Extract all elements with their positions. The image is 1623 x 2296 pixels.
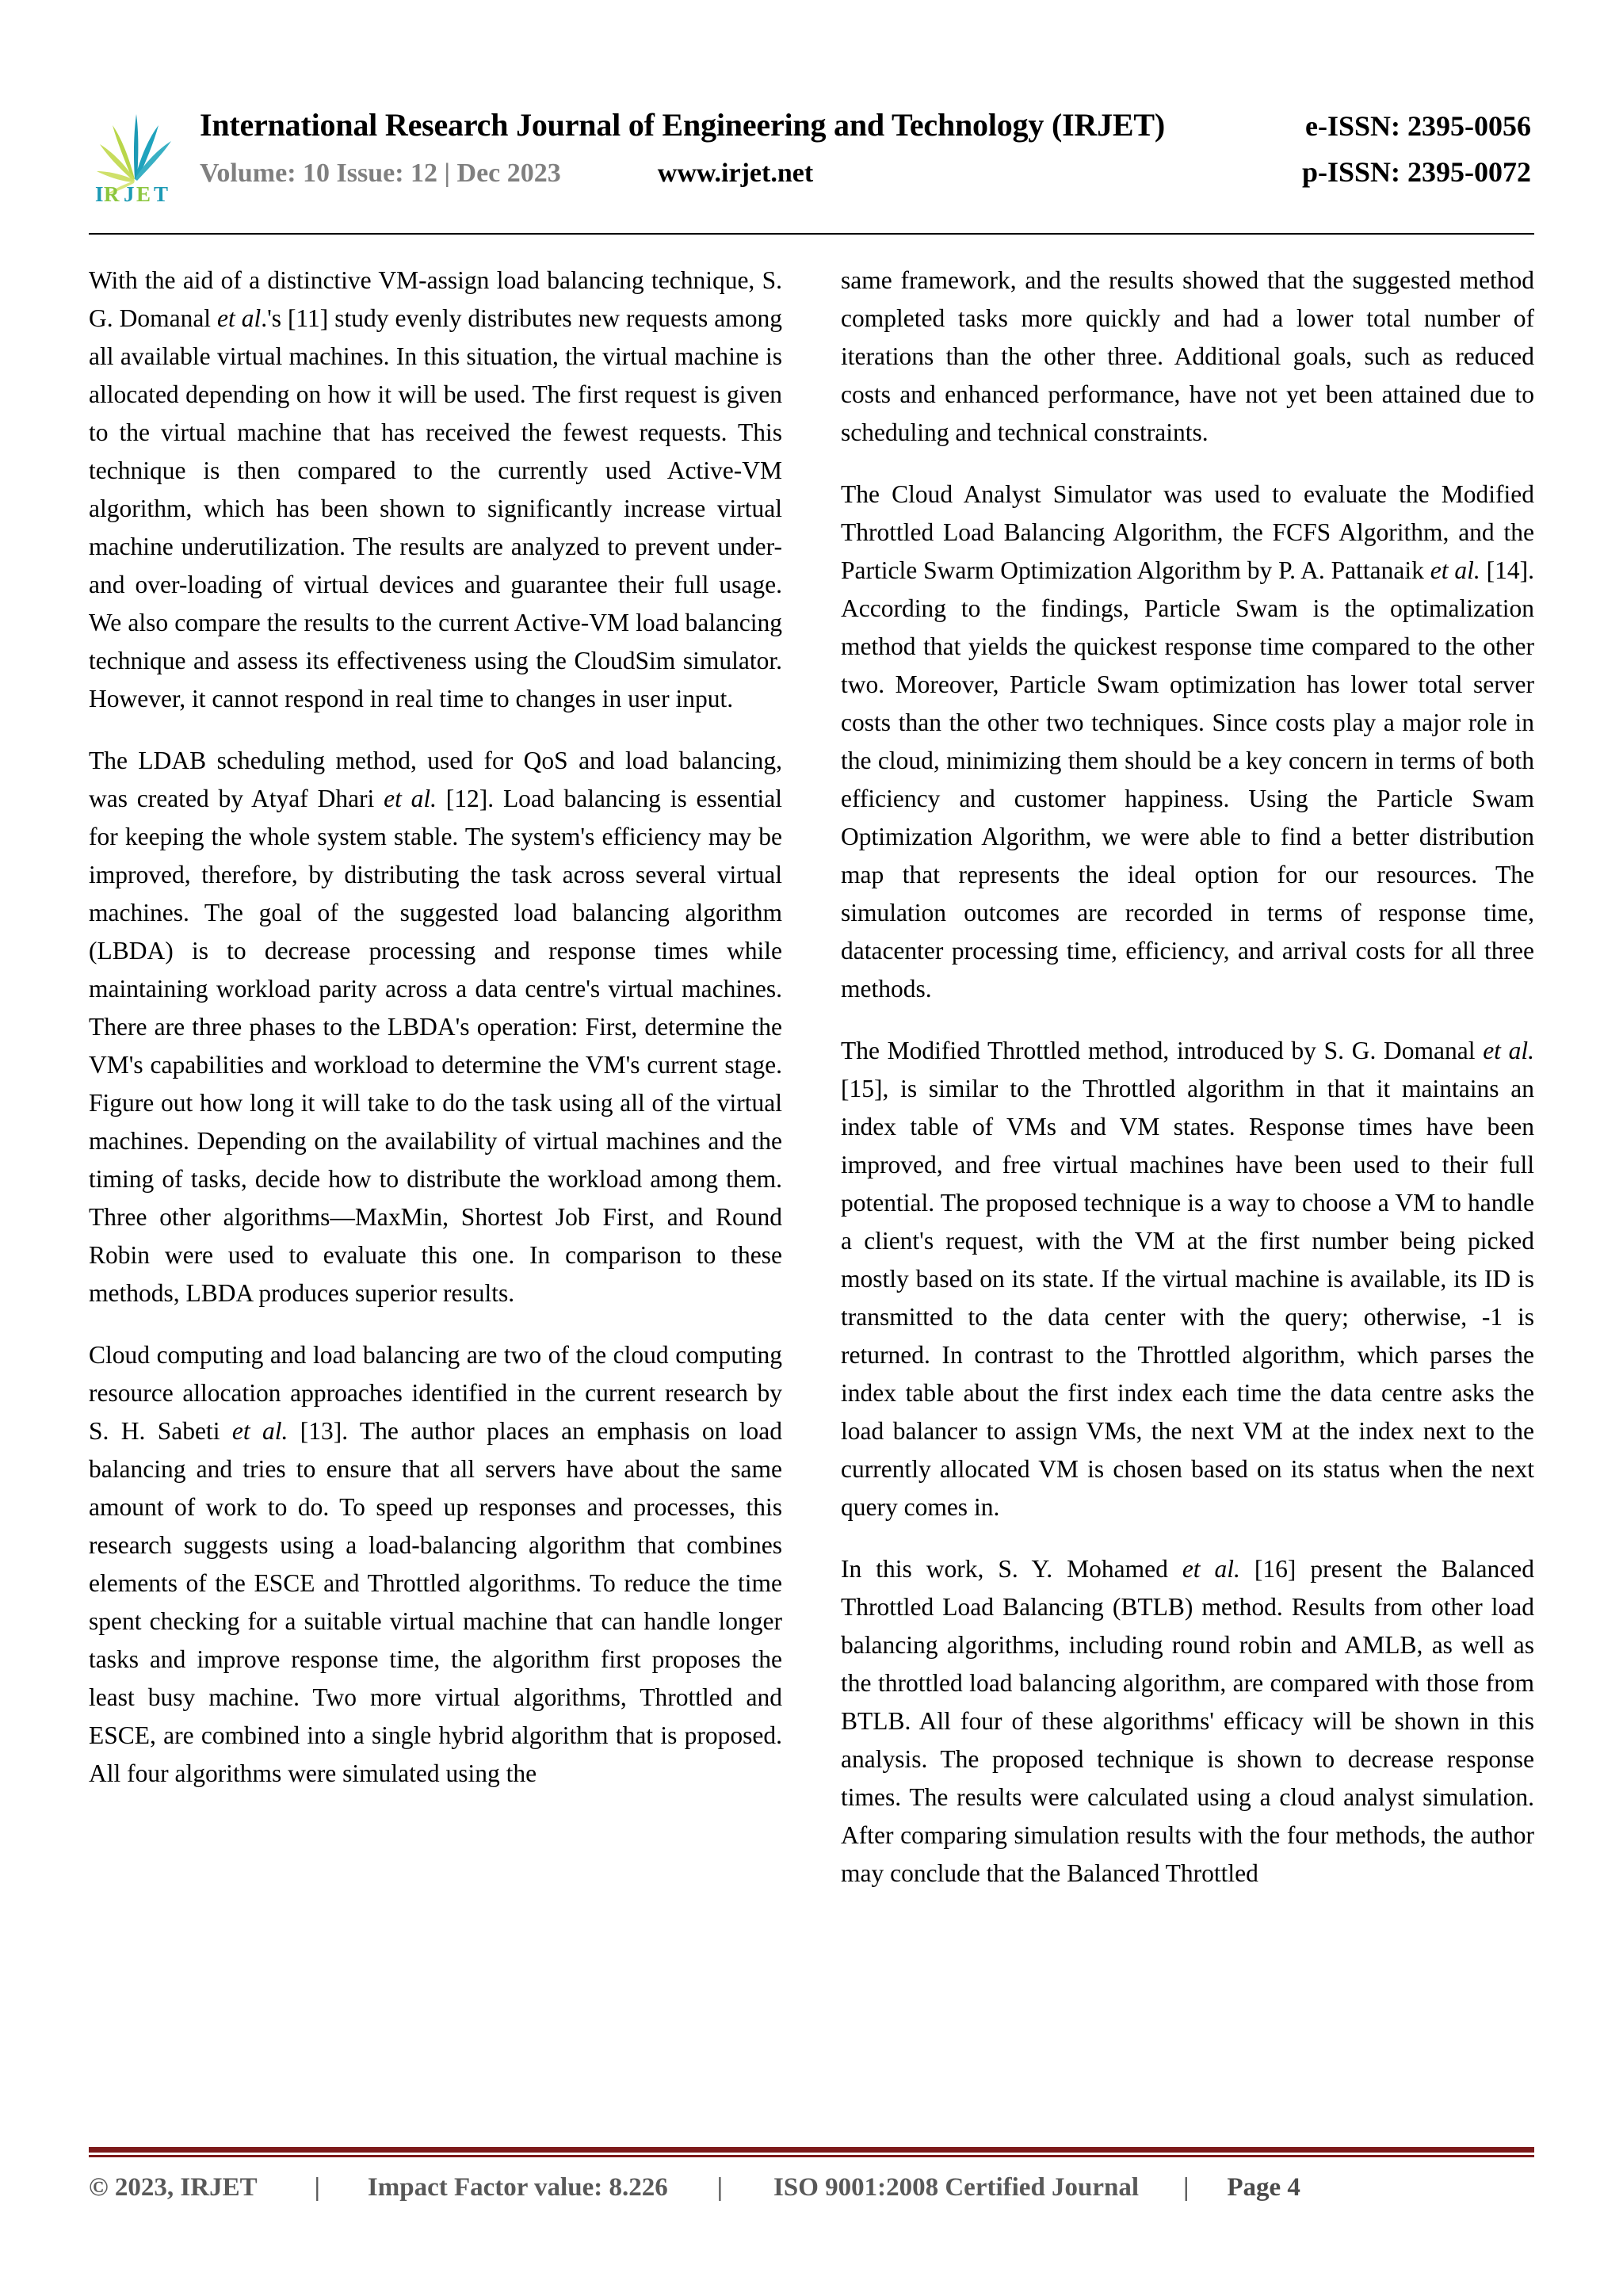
para-ldab	[89, 742, 782, 1312]
para-framework-cont	[841, 262, 1534, 452]
svg-text:J: J	[124, 182, 135, 204]
text-run: The LDAB scheduling method, used for QoS and load balancing, was created by Atyaf Dhari	[89, 747, 782, 812]
text-run: same framework, and the results showed that the suggested method completed tasks more quickly and had a lower total number of iterations than the other three. Additional goals, such as reduced costs and enhanced performance, have not yet been attained due to scheduling and technical constraints.	[841, 266, 1534, 446]
left-column	[89, 262, 782, 2076]
journal-title: International Research Journal of Engineering and Technology (IRJET)	[200, 107, 1166, 143]
p-issn: p-ISSN: 2395-0072	[1301, 156, 1531, 188]
copyright-text: © 2023, IRJET	[89, 2173, 258, 2202]
svg-text:I: I	[95, 182, 104, 204]
italic-run: et al	[217, 304, 262, 332]
page-number: Page 4	[1227, 2173, 1300, 2202]
para-domanal	[89, 262, 782, 718]
svg-text:E: E	[136, 182, 151, 204]
irjet-logo	[89, 103, 182, 204]
iso-certification-text: ISO 9001:2008 Certified Journal	[773, 2173, 1140, 2202]
text-run: [13]. The author places an emphasis on load balancing and tries to ensure that all servers have about the same amount of work to do. To speed up responses and processes, this research suggests using a load-balancing algorithm that combines elements of the ESCE and Throttled algorithms. To reduce the time spent checking for a suitable virtual machine that can handle longer tasks and improve response time, the algorithm first proposes the least busy machine. Two more virtual algorithms, Throttled and ESCE, are combined into a single hybrid algorithm that is proposed. All four algorithms were simulated using the	[89, 1417, 782, 1787]
journal-website[interactable]: www.irjet.net	[657, 159, 814, 188]
italic-run: et al.	[384, 785, 437, 812]
footer-content	[89, 2173, 1534, 2202]
two-column-body	[89, 262, 1534, 2076]
footer-divider-thin	[89, 2155, 1534, 2157]
para-sabeti	[89, 1336, 782, 1793]
text-run: The Modified Throttled method, introduced by S. G. Domanal	[841, 1037, 1484, 1064]
journal-masthead	[89, 0, 1534, 222]
right-column	[841, 262, 1534, 2076]
text-run: Cloud computing and load balancing are two of the cloud computing resource allocation approaches identified in the current research by S. H. Sabeti	[89, 1341, 782, 1445]
para-cloud-analyst	[841, 476, 1534, 1008]
italic-run: et al.	[1483, 1037, 1534, 1064]
masthead-text	[200, 103, 1534, 201]
para-btlb	[841, 1550, 1534, 1893]
text-run: .'s [11] study evenly distributes new requests among all available virtual machines. In this situation, the virtual machine is allocated depending on how it will be used. The first request is given to the virtual machine that has received the fewest requests. This technique is then compared to the currently used Active-VM algorithm, which has been shown to significantly increase virtual machine underutilization. The results are analyzed to prevent under- and over-loading of virtual devices and guarantee their full usage. We also compare the results to the current Active-VM load balancing technique and assess its effectiveness using the CloudSim simulator. However, it cannot respond in real time to changes in user input.	[89, 304, 782, 712]
page-footer	[89, 2147, 1534, 2202]
impact-factor-text: Impact Factor value: 8.226	[367, 2173, 668, 2202]
text-run: [14]. According to the findings, Particle Swam is the optimalization method that yields the quickest response time compared to the other two. Moreover, Particle Swam optimization has lower total server costs than the other two techniques. Since costs play a major role in the cloud, minimizing them should be a key concern in terms of both efficiency and customer happiness. Using the Particle Swam Optimization Algorithm, we were able to find a better distribution map that represents the ideal option for our resources. The simulation outcomes are recorded in terms of response time, datacenter processing time, efficiency, and arrival costs for all three methods.	[841, 556, 1534, 1003]
italic-run: et al.	[231, 1417, 288, 1445]
text-run: [12]. Load balancing is essential for keeping the whole system stable. The system's efficiency may be improved, therefore, by distributing the task across several virtual machines. The goal of the suggested load balancing algorithm (LBDA) is to decrease processing and response times while maintaining workload parity across a data centre's virtual machines. There are three phases to the LBDA's operation: First, determine the VM's capabilities and workload to determine the VM's current stage. Figure out how long it will take to do the task using all of the virtual machines. Depending on the availability of virtual machines and the timing of tasks, decide how to distribute the workload among them. Three other algorithms—MaxMin, Shortest Job First, and Round Robin were used to evaluate this one. In comparison to these methods, LBDA produces superior results.	[89, 785, 782, 1307]
svg-text:T: T	[154, 182, 169, 204]
footer-separator-3: |	[1183, 2173, 1190, 2202]
footer-separator-2: |	[716, 2173, 723, 2202]
header-divider	[89, 233, 1534, 235]
volume-issue-date: Volume: 10 Issue: 12 | Dec 2023	[200, 159, 561, 188]
italic-run: et al.	[1430, 556, 1480, 584]
text-run: In this work, S. Y. Mohamed	[841, 1555, 1182, 1583]
text-run: With the aid of a distinctive VM-assign load balancing technique, S. G. Domanal	[89, 266, 782, 332]
footer-separator-1: |	[314, 2173, 320, 2202]
svg-text:R: R	[104, 182, 120, 204]
e-issn: e-ISSN: 2395-0056	[1305, 110, 1531, 142]
footer-divider-thick	[89, 2147, 1534, 2153]
para-modified-throttled	[841, 1032, 1534, 1526]
text-run: [15], is similar to the Throttled algorithm in that it maintains an index table of VMs and VM states. Response times have been improved, and free virtual machines have been used to their full potential. The proposed technique is a way to choose a VM to handle a client's request, with the VM at the first number being picked mostly based on its state. If the virtual machine is available, its ID is transmitted to the data center with the query; otherwise, -1 is returned. In contrast to the Throttled algorithm, which parses the index table about the first index each time the data centre asks the load balancer to assign VMs, the next VM at the index next to the currently allocated VM is chosen based on its status when the next query comes in.	[841, 1075, 1534, 1521]
italic-run: et al.	[1182, 1555, 1240, 1583]
text-run: [16] present the Balanced Throttled Load Balancing (BTLB) method. Results from other load balancing algorithms, including round robin and AMLB, as well as the throttled load balancing algorithm, are compared with those from BTLB. All four of these algorithms' efficacy will be shown in this analysis. The proposed technique is shown to decrease response times. The results were calculated using a cloud analyst simulation. After comparing simulation results with the four methods, the author may conclude that the Balanced Throttled	[841, 1555, 1534, 1887]
text-run: The Cloud Analyst Simulator was used to evaluate the Modified Throttled Load Balancing Algorithm, the FCFS Algorithm, and the Particle Swarm Optimization Algorithm by P. A. Pattanaik	[841, 480, 1534, 584]
